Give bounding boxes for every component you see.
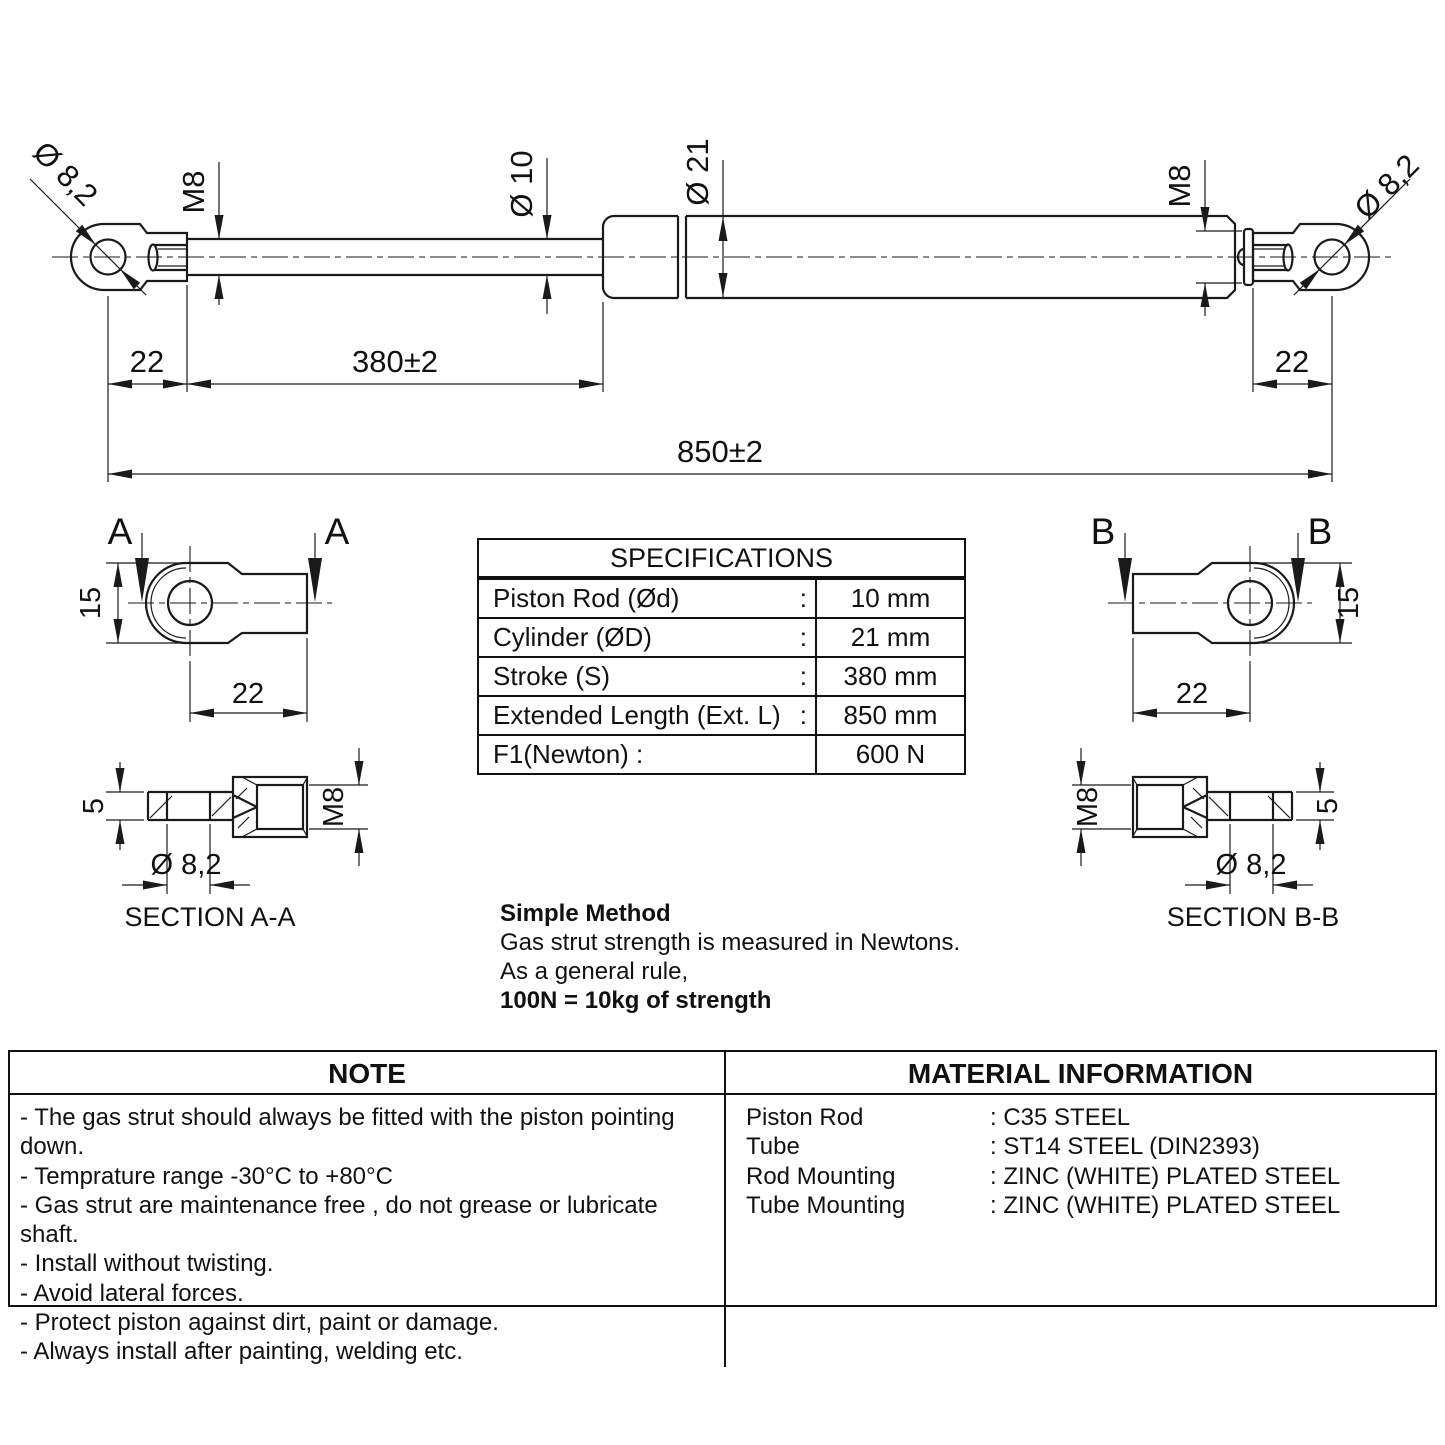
section-a-cut-arrows xyxy=(135,533,322,602)
dim-a-thread-label: M8 xyxy=(318,786,350,828)
dim-b-hole xyxy=(1185,824,1313,894)
section-a-letter-left: A xyxy=(107,511,133,552)
section-a-letter-right: A xyxy=(324,511,350,552)
spec-colon: : xyxy=(799,583,807,613)
note-item: - Avoid lateral forces. xyxy=(20,1279,244,1307)
specifications-table xyxy=(477,538,966,775)
dim-b-thread-label: M8 xyxy=(1072,786,1104,828)
dim-cylinder-dia xyxy=(680,138,728,297)
dim-total-length xyxy=(108,434,1332,479)
dim-b-thread xyxy=(1072,748,1131,866)
eyelet-dia-right-label: Ø 8,2 xyxy=(1347,147,1426,226)
material-row xyxy=(746,1162,1425,1191)
simple-method-line2: As a general rule, xyxy=(500,958,689,985)
eyelet-a-cross-section xyxy=(148,777,307,837)
dim-a-hole-label: Ø 8,2 xyxy=(150,849,222,881)
spec-colon: : xyxy=(799,700,807,730)
spec-colon: : xyxy=(799,622,807,652)
simple-method-line1: Gas strut strength is measured in Newtons. xyxy=(500,929,961,956)
note-item: - Install without twisting. xyxy=(20,1250,274,1278)
material-row xyxy=(746,1132,1425,1161)
spec-colon: : xyxy=(799,661,807,691)
eyelet-b-face-view xyxy=(1108,546,1312,664)
note-item: - Always install after painting, welding etc. xyxy=(20,1338,463,1366)
section-b-cut-arrows xyxy=(1118,533,1305,602)
dim-a-hole xyxy=(122,824,250,894)
note-item: - Protect piston against dirt, paint or damage. xyxy=(20,1309,499,1337)
dim-a-thickness-label: 5 xyxy=(78,797,110,815)
dim-b-width xyxy=(1133,638,1250,722)
dim-b-width-label: 22 xyxy=(1175,678,1209,710)
specifications-title: SPECIFICATIONS xyxy=(479,540,964,578)
dim-total-label: 850±2 xyxy=(677,434,763,469)
spec-row-force xyxy=(479,734,964,773)
dim-eyelet-left xyxy=(108,344,187,389)
material-title: MATERIAL INFORMATION xyxy=(724,1052,1435,1095)
dim-a-width xyxy=(190,638,307,722)
material-list xyxy=(724,1095,1435,1367)
spec-row-cylinder xyxy=(479,617,964,656)
spec-value: 10 mm xyxy=(850,583,931,613)
eyelet-a-face-view xyxy=(128,546,332,664)
note-item: - Gas strut are maintenance free , do not grease or lubricate shaft. xyxy=(20,1191,658,1249)
thread-left-label: M8 xyxy=(176,170,211,214)
spec-value: 600 N xyxy=(855,739,926,769)
note-material-table xyxy=(8,1050,1437,1366)
section-b-letter-left: B xyxy=(1090,511,1116,552)
dim-b-hole-label: Ø 8,2 xyxy=(1215,849,1287,881)
dim-a-width-label: 22 xyxy=(231,678,265,710)
section-b-letter-right: B xyxy=(1307,511,1333,552)
note-list xyxy=(10,1095,724,1367)
material-value: : ZINC (WHITE) PLATED STEEL xyxy=(990,1191,1341,1219)
leader-eyelet-dia-left xyxy=(26,134,146,295)
material-value: : C35 STEEL xyxy=(990,1104,1131,1131)
section-b-views xyxy=(1072,511,1365,932)
simple-method-line3: 100N = 10kg of strength xyxy=(500,987,772,1014)
cylinder-dia-label: Ø 21 xyxy=(680,138,715,206)
dim-rod-dia xyxy=(504,150,552,314)
dim-a-thread xyxy=(309,748,368,866)
spec-row-piston-rod xyxy=(479,578,964,617)
eyelet-dia-left-label: Ø 8,2 xyxy=(26,134,105,213)
dim-b-height-label: 15 xyxy=(1333,586,1365,620)
rod-dia-label: Ø 10 xyxy=(504,150,539,218)
spec-label: Extended Length (Ext. L) xyxy=(493,700,781,730)
material-row xyxy=(746,1103,1425,1132)
spec-value: 380 mm xyxy=(843,661,938,691)
spec-row-stroke xyxy=(479,656,964,695)
dim-eyelet-right-label: 22 xyxy=(1274,344,1310,379)
spec-value: 21 mm xyxy=(850,622,931,652)
note-title: NOTE xyxy=(10,1052,724,1095)
spec-label: Piston Rod (Ød) xyxy=(493,583,680,613)
dim-thread-right xyxy=(1162,160,1210,316)
spec-row-extended-length xyxy=(479,695,964,734)
dim-eyelet-right xyxy=(1253,344,1332,389)
thread-right-label: M8 xyxy=(1162,164,1197,208)
dim-b-thickness xyxy=(1296,762,1344,850)
gas-strut-main-view xyxy=(26,134,1426,482)
material-label: Rod Mounting xyxy=(746,1162,896,1190)
material-label: Tube xyxy=(746,1133,800,1161)
simple-method-block xyxy=(500,899,970,1015)
note-item: - The gas strut should always be fitted with the piston pointing down. xyxy=(20,1104,675,1161)
spec-label: F1(Newton) : xyxy=(493,739,644,769)
section-a-caption: SECTION A-A xyxy=(124,902,296,932)
dim-b-thickness-label: 5 xyxy=(1312,797,1344,815)
eyelet-b-cross-section xyxy=(1133,777,1292,837)
material-row xyxy=(746,1191,1425,1220)
material-label: Piston Rod xyxy=(746,1104,864,1131)
dim-eyelet-left-label: 22 xyxy=(129,344,165,379)
dim-stroke-label: 380±2 xyxy=(352,344,438,379)
dim-stroke-length xyxy=(187,344,603,389)
spec-label: Stroke (S) xyxy=(493,661,611,691)
simple-method-title: Simple Method xyxy=(500,900,671,927)
note-item: - Temprature range -30°C to +80°C xyxy=(20,1162,393,1190)
material-value: : ST14 STEEL (DIN2393) xyxy=(990,1133,1260,1161)
spec-value: 850 mm xyxy=(843,700,938,730)
material-label: Tube Mounting xyxy=(746,1191,906,1219)
dim-a-height-label: 15 xyxy=(75,586,107,620)
material-value: : ZINC (WHITE) PLATED STEEL xyxy=(990,1162,1341,1190)
spec-label: Cylinder (ØD) xyxy=(493,622,652,652)
section-b-caption: SECTION B-B xyxy=(1166,902,1340,932)
section-a-views xyxy=(75,511,368,932)
leader-eyelet-dia-right xyxy=(1294,147,1426,295)
dim-a-thickness xyxy=(78,762,144,850)
